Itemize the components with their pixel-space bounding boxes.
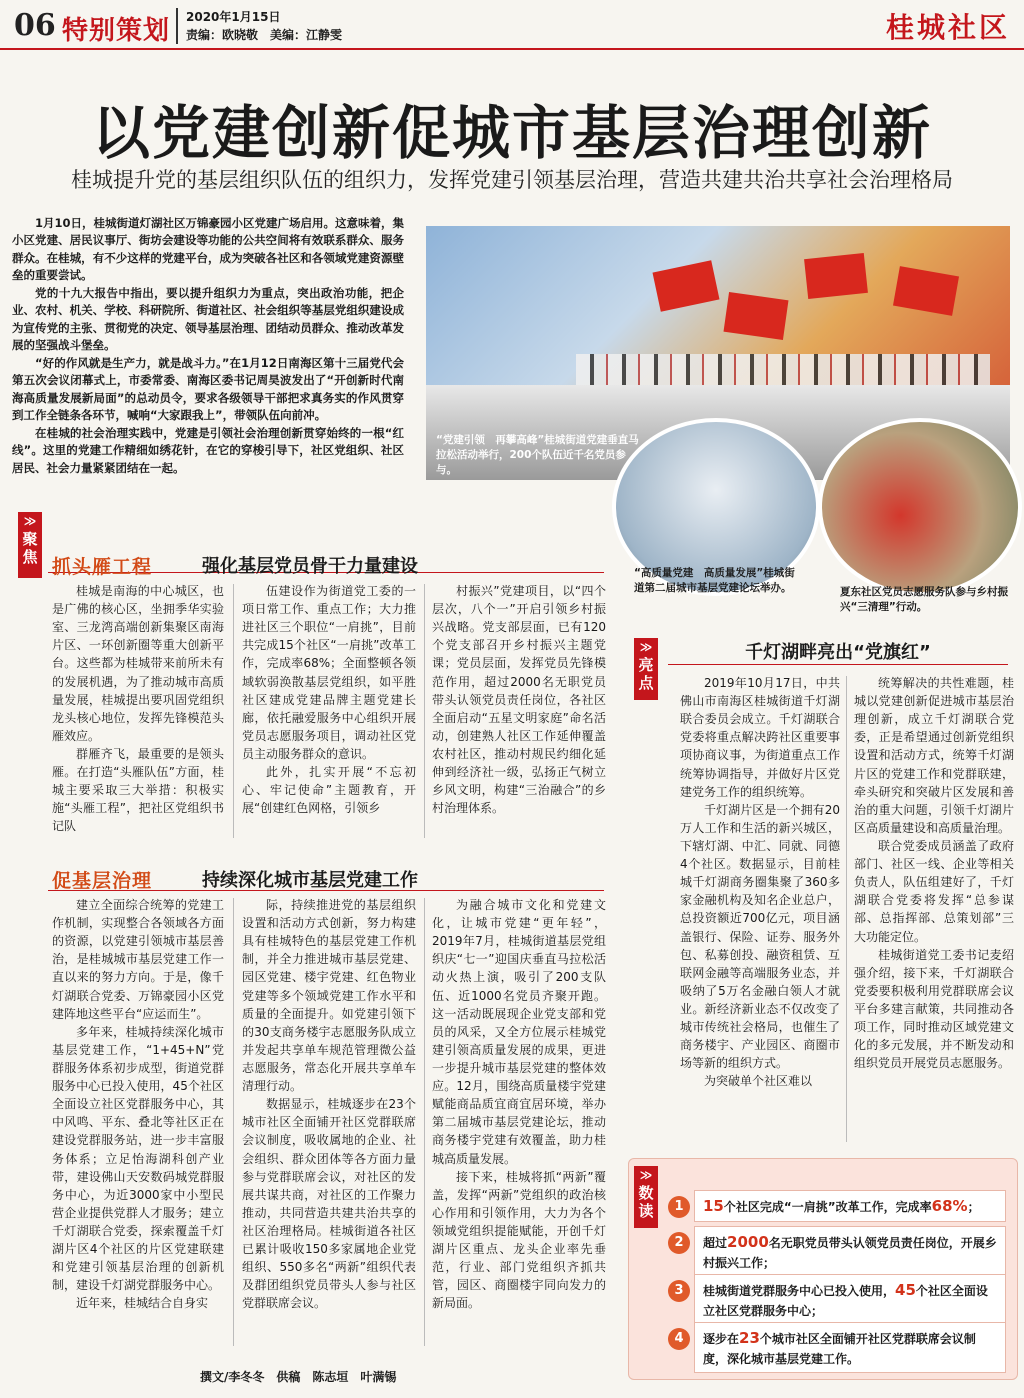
byline: 撰文/李冬冬 供稿 陈志垣 叶满锡 xyxy=(200,1370,397,1384)
volunteer-photo-caption: 夏东社区党员志愿服务队参与乡村振兴“三清理”行动。 xyxy=(840,586,1008,614)
intro-paragraph: 党的十九大报告中指出，要以提升组织力为重点，突出政治功能，把企业、农村、机关、学校、科研院所、街道社区、社会组织等基层党组织建设成为宣传党的主张、贯彻党的决定、领导基层治理、团结动员群众、推动改革发展的坚强战斗堡垒。 xyxy=(12,285,404,353)
section1-title: 强化基层党员骨干力量建设 xyxy=(202,556,418,577)
focus-tag: ≫ 聚焦 xyxy=(18,512,42,578)
forum-photo-caption: “高质量党建 高质量发展”桂城街道第二届城市基层党建论坛举办。 xyxy=(634,567,795,595)
section1-column: 伍建设作为街道党工委的一项日常工作、重点工作；大力推进社区三个职位“一肩挑”，目前共完成15个社区“一肩挑”改革工作，完成率68%；全面整顿各领域软弱涣散基层党组织，如平胜社区建成党建品牌主题党建长廊，依托融爱服务中心组织开展党员志愿服务项目，调动社区党员主动服务群众的意识。 此外，扎实开展“不忘初心、牢记使命”主题教育，开展“创建红色网格，引领乡 xyxy=(242,584,416,816)
sidebar-column: 统筹解决的共性难题，桂城以党建创新促进城市基层治理创新，成立千灯湖联合党委，正是希望通过创新党组织设置和活动方式，统筹千灯湖片区的党建工作和党群联建，牵头研究和突破片区发展和善治的重大问题，引领千灯湖片区高质量建设和高质量治理。 联合党委成员涵盖了政府部门、社区一线、企业等相关负责人，队伍组建好了，千灯湖联合党委将发挥“总参谋部、总指挥部、总策划部”三大功能定位。 桂城街道党工委书记麦绍强介绍，接下来，千灯湖联合党委要积极利用党群联席会议平台多建言献策，共同推动各项工作，同时推动区域党建文化的多元发展，并不断发动和组织党员开展党员志愿服务。 xyxy=(854,676,1014,1071)
stat-number: 2 xyxy=(668,1232,690,1254)
intro-paragraph: 在桂城的社会治理实践中，党建是引领社会治理创新贯穿始终的一根“红线”。这里的党建工作精细如绣花针，在它的穿梭引导下，社区党组织、社区居民、社会力量紧紧团结在一起。 xyxy=(12,425,404,475)
stats-tag: ≫ 数读 xyxy=(634,1166,658,1228)
stat-item: 桂城街道党群服务中心已投入使用，45个社区全面设立社区党群服务中心； xyxy=(694,1274,1006,1325)
section2-column: 建立全面综合统筹的党建工作机制，实现整合各领域各方面的资源，以党建引领城市基层善治，是桂城城市基层党建工作一直以来的努力方向。于是，像千灯湖联合党委、万锦豪园小区党建阵地这些平台“应运而生”。 多年来，桂城持续深化城市基层党建工作，“1+45+N”党群服务体系初步成型，街道党群服务中心已投入使用，45个社区全面设立社区党群服务中心，其中风鸣、平东、叠北等社区正在建设党群服务站，进一步丰富服务体系；立足怡海湖科创产业带，建设佛山天安数码城党群服务中心，为近3000家中小型民营企业提供党群人才服务；建立千灯湖联合党委，探索覆盖千灯湖片区4个社区的片区党建联建和党建引领基层治理的创新机制，建设千灯湖党群服务中心。 近年来，桂城结合自身实 xyxy=(52,898,224,1311)
intro-paragraph: 1月10日，桂城街道灯湖社区万锦豪园小区党建广场启用。这意味着，集小区党建、居民议事厅、街坊会建设等功能的公共空间将有效联系群众、服务群众。在桂城，有不少这样的党建平台，成为突破各社区和各领域党建资源壁垒的重要尝试。 xyxy=(12,216,405,283)
stat-number: 1 xyxy=(668,1196,690,1218)
chevron-icon: ≫ xyxy=(639,1168,653,1182)
page-number: 06 xyxy=(14,8,56,43)
headline: 以党建创新促城市基层治理创新 xyxy=(91,99,932,167)
main-photo-caption: “党建引领 再攀高峰”桂城街道党建垂直马拉松活动举行，200个队伍近千名党员参与。 xyxy=(436,434,639,477)
subheadline: 桂城提升党的基层组织队伍的组织力，发挥党建引领基层治理，营造共建共治共享社会治理格局 xyxy=(71,168,953,192)
brand-logo: 桂城社区 xyxy=(885,11,1010,44)
chevron-icon: ≫ xyxy=(639,640,653,654)
section1-keyword: 抓头雁工程 xyxy=(52,556,153,578)
chevron-icon: ≫ xyxy=(23,514,37,528)
highlight-tag: ≫ 亮点 xyxy=(634,638,658,700)
intro-text xyxy=(12,215,404,477)
section2-keyword: 促基层治理 xyxy=(52,870,153,892)
column-divider xyxy=(424,898,425,1346)
section1-column: 桂城是南海的中心城区，也是广佛的核心区，坐拥季华实验室、三龙湾高端创新集聚区南海片区、一环创新圈等重大创新平台。这些都为桂城带来前所未有的发展机遇，为了推动城市高质量发展，桂城提出要巩固党组织龙头核心地位，发挥先锋模范头雁效应。 群雁齐飞，最重要的是领头雁。在打造“头雁队伍”方面，桂城主要采取三大举措：积极实施“头雁工程”，把社区党组织书记队 xyxy=(52,584,224,834)
stat-item: 15个社区完成“一肩挑”改革工作，完成率68%； xyxy=(694,1190,1006,1222)
section2-title: 持续深化城市基层党建工作 xyxy=(202,870,418,891)
stat-number: 3 xyxy=(668,1280,690,1302)
editors-credit: 责编：欧晓敬 美编：江静雯 xyxy=(186,28,343,42)
section2-column: 为融合城市文化和党建文化，让城市党建“更年轻”，2019年7月，桂城街道基层党组织庆“七一”迎国庆垂直马拉松活动火热上演，吸引了200支队伍、近1000名党员齐聚开跑。这一活动既展现企业党支部和党员的风采，又全方位展示桂城党建引领高质量发展的成果，更进一步提升城市基层党建的整体效应。12月，围绕高质量楼宇党建赋能商品质宜商宜居环境，举办第二届城市基层党建论坛，推动商务楼宇党建有效覆盖，助力桂城高质量发展。 接下来，桂城将抓“两新”覆盖，发挥“两新”党组织的政治核心作用和引领作用，大力为各个领域党组织提能赋能，开创千灯湖片区重点、龙头企业率先垂范，行业、部门党组织齐抓共管，园区、商圈楼宇同向发力的新局面。 xyxy=(432,898,606,1311)
stat-number: 4 xyxy=(668,1328,690,1350)
issue-date: 2020年1月15日 xyxy=(186,10,281,24)
intro-paragraph: “好的作风就是生产力，就是战斗力。”在1月12日南海区第十三届党代会第五次会议闭幕式上，市委常委、南海区委书记周昊波发出了“开创新时代南海高质量发展新局面”的总动员令，要求各级领导干部把求真务实的作风贯穿到工作全链条各环节，喊响“大家跟我上”，带领队伍向前冲。 xyxy=(12,355,404,423)
flag-shape xyxy=(652,260,719,312)
section2-column: 际，持续推进党的基层组织设置和活动方式创新，努力构建具有桂城特色的基层党建工作机制，并全力推进城市基层党建、园区党建、楼宇党建、红色物业党建等多个领域党建工作水平和质量的全面提升。如党建引领下的30支商务楼宇志愿服务队成立并发起共享单车规范管理微公益志愿服务，常态化开展共享单车清理行动。 数据显示，桂城逐步在23个城市社区全面铺开社区党群联席会议制度，吸收属地的企业、社会组织、群众团体等各方面力量参与党群联席会议，对社区的发展共谋共商，对社区的工作聚力推动，共同营造共建共治共享的社区治理格局。桂城街道各社区已累计吸收150多家属地企业党组织、550多名“两新”组织代表及群团组织党员带头人参与社区党群联席会议。 xyxy=(242,898,416,1311)
column-divider xyxy=(233,898,234,1346)
column-divider xyxy=(233,584,234,838)
column-divider xyxy=(424,584,425,838)
sidebar-column: 2019年10月17日，中共佛山市南海区桂城街道千灯湖联合委员会成立。千灯湖联合党委将重点解决跨社区重要事项协商议事，为街道重点工作统筹协调指导，并做好片区党建党务工作的组织统筹。 千灯湖片区是一个拥有20万人工作和生活的新兴城区，下辖灯湖、中汇、同就、同德4个社区。数据显示，目前桂城千灯湖商务圈集聚了360多家金融机构及知名企业总户，总投资额近700亿元，项目涵盖银行、保险、证券、服务外包、私募创投、融资租赁、互联网金融等高端服务业态，并吸纳了5万名金融白领人才就业。新经济新业态不仅改变了城市传统社会格局，也催生了商务楼宇、产业园区、商圈市场等新的组织方式。 为突破单个社区难以 xyxy=(680,676,840,1089)
column-divider xyxy=(846,676,847,1142)
section1-column: 村振兴”党建项目，以“四个层次，八个一”开启引领乡村振兴战略。党支部层面，已有120个党支部召开乡村振兴主题党课；党员层面，发挥党员先锋模范作用，超过2000名无职党员带头认领党员责任岗位，各社区全面启动“五星文明家庭”命名活动，创建熟人社区工作延伸覆盖农村社区，推动村规民约细化延伸到经济社一级，弘扬正气树立乡风文明，构建“三治融合”的乡村治理体系。 xyxy=(432,584,606,816)
section-rule xyxy=(668,664,1008,665)
flag-shape xyxy=(724,292,789,340)
volunteer-photo xyxy=(818,418,1022,596)
masthead-divider xyxy=(176,8,178,44)
flag-shape xyxy=(893,266,959,316)
sidebar-title: 千灯湖畔亮出“党旗红” xyxy=(745,642,931,663)
flag-shape xyxy=(804,253,868,299)
section-name: 特别策划 xyxy=(62,16,171,46)
stat-item: 超过2000名无职党员带头认领党员责任岗位，开展乡村振兴工作； xyxy=(694,1226,1006,1277)
stat-item: 逐步在23个城市社区全面铺开社区党群联席会议制度，深化城市基层党建工作。 xyxy=(694,1322,1006,1373)
